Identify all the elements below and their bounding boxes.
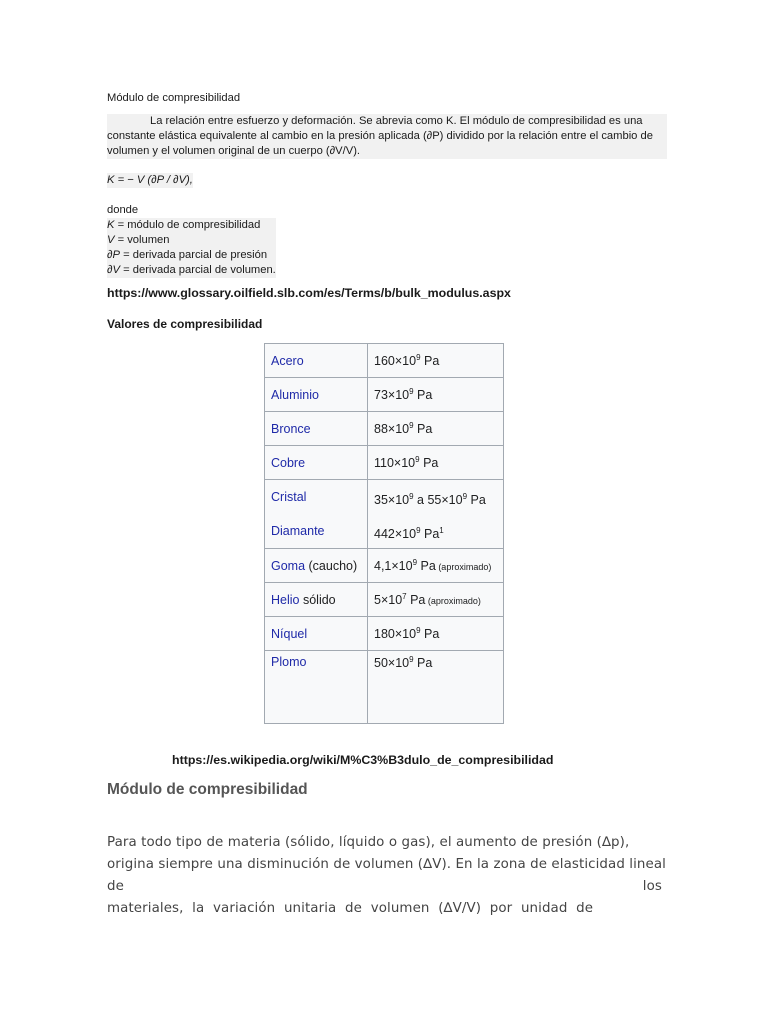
glossary-link[interactable]: https://www.glossary.oilfield.slb.com/es/Terms/b/bulk_modulus.aspx	[107, 286, 511, 300]
material-name[interactable]: Acero	[265, 344, 368, 378]
values-title: Valores de compresibilidad	[107, 317, 263, 331]
table-row	[265, 583, 504, 617]
formula-text: K = − V (∂P / ∂V),	[107, 174, 193, 186]
definition-line: La relación entre esfuerzo y deformación. Se abrevia como K. El módulo de compresibilidad es una	[150, 115, 643, 127]
material-name[interactable]: Níquel	[265, 617, 368, 651]
material-value: $5\times 10^7$ Pa (aproximado)	[368, 583, 504, 617]
material-name[interactable]: Cobre	[265, 446, 368, 480]
material-value: $110\times 10^9$ Pa	[368, 446, 504, 480]
compressibility-table	[264, 343, 504, 724]
body-line: origina siempre una disminución de volumen (∆V). En la zona de elasticidad lineal	[107, 857, 666, 872]
table-row	[265, 549, 504, 583]
definition-paragraph	[107, 114, 667, 159]
variable-definitions	[107, 203, 276, 278]
definition-item: ∂P = derivada parcial de presión	[107, 248, 276, 263]
definition-item: ∂V = derivada parcial de volumen.	[107, 264, 276, 276]
material-value: $35\times 10^9$ a $55\times 10^9$ Pa $442\times 10^9$ Pa$^1$	[368, 480, 504, 549]
definition-line: constante elástica equivalente al cambio en la presión aplicada (∂P) dividido por la relación entre el cambio de	[107, 130, 653, 142]
table-row	[265, 344, 504, 378]
material-value: $73\times 10^9$ Pa	[368, 378, 504, 412]
material-value: $4,1\times 10^9$ Pa (aproximado)	[368, 549, 504, 583]
where-intro: donde	[107, 204, 139, 216]
material-name[interactable]: Bronce	[265, 412, 368, 446]
definition-item: V = volumen	[107, 233, 276, 248]
wikipedia-link[interactable]: https://es.wikipedia.org/wiki/M%C3%B3dulo_de_compresibilidad	[172, 753, 554, 767]
table-row	[265, 412, 504, 446]
material-name[interactable]: Plomo	[265, 651, 368, 724]
table-row	[265, 378, 504, 412]
doc-heading: Módulo de compresibilidad	[107, 92, 241, 104]
definition-line: volumen y el volumen original de un cuerpo (∂V/V).	[107, 145, 361, 157]
table-row	[265, 617, 504, 651]
material-name[interactable]: Goma (caucho)	[265, 549, 368, 583]
material-value: $88\times 10^9$ Pa	[368, 412, 504, 446]
material-name[interactable]: Helio sólido	[265, 583, 368, 617]
table-row	[265, 446, 504, 480]
material-name[interactable]: Cristal Diamante	[265, 480, 368, 549]
material-value: $180\times 10^9$ Pa	[368, 617, 504, 651]
body-line: Para todo tipo de materia (sólido, líquido o gas), el aumento de presión (∆p),	[107, 835, 630, 850]
body-paragraph	[107, 832, 666, 920]
material-value: $160\times 10^9$ Pa	[368, 344, 504, 378]
section-heading: Módulo de compresibilidad	[107, 781, 308, 798]
table-row	[265, 651, 504, 724]
bulk-modulus-formula	[107, 173, 193, 188]
table-row	[265, 480, 504, 549]
body-line: materiales, la variación unitaria de volumen (∆V/V) por unidad de	[107, 901, 594, 916]
body-line: de los	[107, 879, 662, 894]
definition-item: K = módulo de compresibilidad	[107, 218, 276, 233]
material-name[interactable]: Aluminio	[265, 378, 368, 412]
material-value: $50\times 10^9$ Pa	[368, 651, 504, 724]
